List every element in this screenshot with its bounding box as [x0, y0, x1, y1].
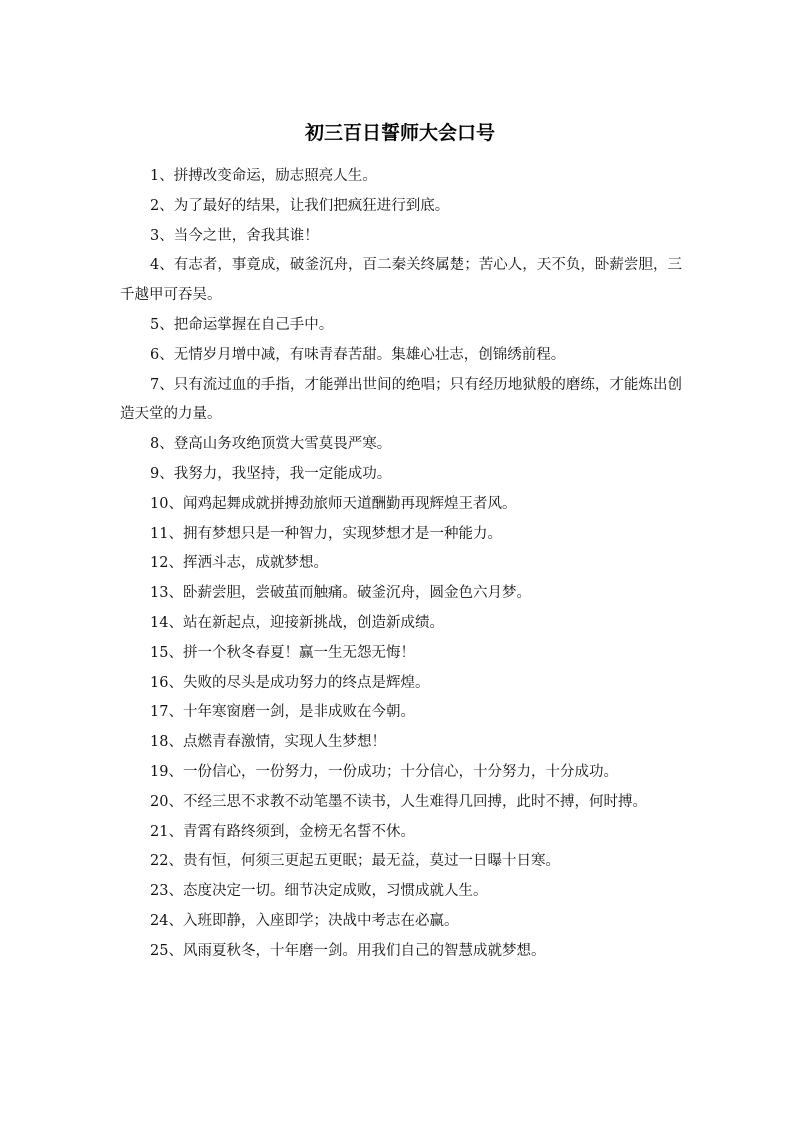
list-item: 4、有志者，事竟成，破釜沉舟，百二秦关终属楚；苦心人，天不负，卧薪尝胆，三千越甲可吞吴。: [120, 257, 682, 304]
list-item: 14、站在新起点，迎接新挑战，创造新成绩。: [150, 614, 444, 631]
list-item: 6、无情岁月增中减，有味青春苦甜。集雄心壮志，创锦绣前程。: [150, 346, 566, 363]
list-item: 3、当今之世，舍我其谁！: [150, 227, 319, 244]
list-item: 1、拼搏改变命运，励志照亮人生。: [150, 168, 377, 184]
list-item: 15、拼一个秋冬春夏！赢一生无怨无悔！: [150, 644, 415, 661]
list-item: 21、青霄有路终须到，金榜无名誓不休。: [150, 823, 415, 840]
list-item: 16、失败的尽头是成功努力的终点是辉煌。: [150, 674, 430, 691]
list-item: 11、拥有梦想只是一种智力，实现梦想才是一种能力。: [150, 525, 502, 542]
list-item: 5、把命运掌握在自己手中。: [150, 316, 334, 333]
list-item: 22、贵有恒，何须三更起五更眠；最无益，莫过一日曝十日寒。: [150, 853, 560, 870]
slogan-list: [120, 162, 682, 967]
list-item: 18、点燃青春激情，实现人生梦想！: [150, 734, 386, 751]
page-title: 初三百日誓师大会口号: [304, 122, 495, 144]
list-item: 19、一份信心，一份努力，一份成功；十分信心，十分努力，十分成功。: [150, 763, 618, 780]
list-item: 7、只有流过血的手指，才能弹出世间的绝唱；只有经历地狱般的磨练，才能炼出创造天堂的力量。: [120, 376, 682, 423]
list-item: 8、登高山务攻绝顶赏大雪莫畏严寒。: [150, 436, 392, 453]
list-item: 2、为了最好的结果，让我们把疯狂进行到底。: [150, 197, 450, 214]
list-item: 24、入班即静，入座即学；决战中考志在必赢。: [150, 912, 459, 929]
list-item: 25、风雨夏秋冬，十年磨一剑。用我们自己的智慧成就梦想。: [150, 942, 546, 959]
list-item: 9、我努力，我坚持，我一定能成功。: [150, 465, 392, 482]
list-item: 20、不经三思不求教不动笔墨不读书，人生难得几回搏，此时不搏，何时搏。: [150, 793, 647, 810]
list-item: 13、卧薪尝胆，尝破茧而触痛。破釜沉舟，圆金色六月梦。: [150, 585, 531, 602]
list-item: 10、闻鸡起舞成就拼搏劲旅师天道酬勤再现辉煌王者风。: [150, 495, 517, 512]
list-item: 12、挥洒斗志，成就梦想。: [150, 555, 328, 572]
list-item: 23、态度决定一切。细节决定成败，习惯成就人生。: [150, 883, 488, 900]
list-item: 17、十年寒窗磨一剑，是非成败在今朝。: [150, 704, 415, 721]
